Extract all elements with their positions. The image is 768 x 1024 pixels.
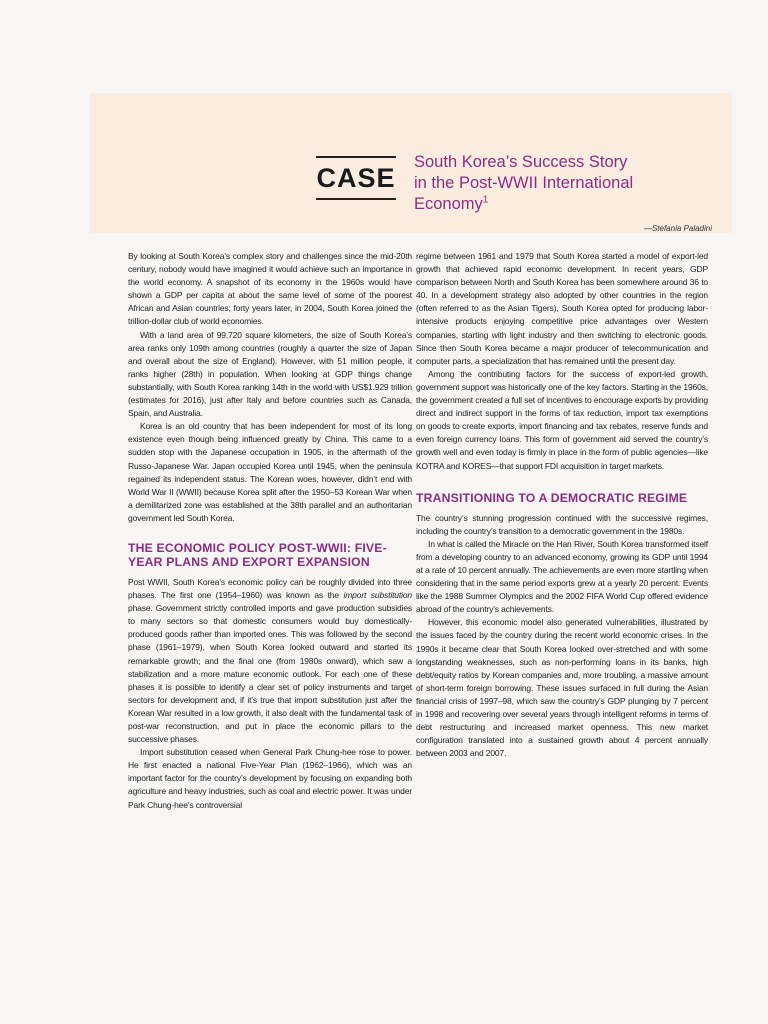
- case-title-line3: Economy: [414, 195, 483, 213]
- section-heading: TRANSITIONING TO A DEMOCRATIC REGIME: [416, 490, 688, 505]
- paragraph: [128, 576, 412, 746]
- paragraph: By looking at South Korea’s complex story and challenges since the mid-20th century, nobody would have imagined it would achieve such an importance in the world economy. A snapshot of its economy in the 1960s would have shown a GDP per capita at about the same level of some of the poorest African and Asian countries; forty years later, in 2004, South Korea joined the trillion-dollar club of world economies.: [128, 251, 412, 327]
- paragraph: Korea is an old country that has been independent for most of its long existence even though being influenced greatly by China. This came to a sudden stop with the Japanese occupation in 1905, in the aftermath of the Russo-Japanese War. Japan occupied Korea until 1945, when the peninsula regained its independent status. The Korean woes, however, didn’t end with World War II (WWII) because Korea split after the 1950–53 Korean War when a demilitarized zone was established at the 38th parallel and an authoritarian government led South Korea.: [128, 421, 412, 523]
- footnote-marker: 1: [482, 194, 489, 206]
- left-column: [128, 250, 412, 812]
- case-label: [316, 156, 396, 200]
- paragraph: Among the contributing factors for the success of export-led growth, government support was historically one of the key factors. Starting in the 1960s, the government created a full set of incentives to encourage exports by providing direct and indirect support in the forms of tax reduction, import tax exemptions on goods to create exports, import financing and tax rebates, reserve funds and even foreign currency loans. This form of government aid served the country’s growth well and even today is firmly in place in the form of public agencies—like KOTRA and KORES—that support FDI acquisition in target markets.: [416, 368, 708, 471]
- paragraph: However, this economic model also generated vulnerabilities, illustrated by the issues faced by the country during the recent world economic crises. In the 1990s it became clear that South Korea looked over-stretched and with some longstanding weaknesses, such as non-performing loans in its banks, high debt/equity ratios by Korean companies and, more troubling, a massive amount of short-term foreign borrowing. These issues surfaced in full during the Asian financial crisis of 1997–98, which saw the country’s GDP plunging by 7 percent in 1998 and recovering over several years through intelligent reforms in terms of debt restructuring and increased market openness. This new market configuration translated into a sustained growth about 4 percent annually between 2003 and 2007.: [416, 617, 708, 759]
- paragraph: The country’s stunning progression continued with the successive regimes, including the country’s transition to a democratic government in the 1980s.: [416, 512, 708, 536]
- case-title: [414, 152, 714, 215]
- right-column: [416, 250, 708, 760]
- paragraph: regime between 1961 and 1979 that South Korea started a model of export-led growth that achieved rapid economic development. In recent years, GDP comparison between North and South Korea has been somewhere around 36 to 40. In a development strategy also adopted by other countries in the region (often referred to as the Asian Tigers), South Korea opted for producing labor-intensive products enjoying competitive price advantages over Western companies, starting with light industry and then switching to electronic goods. Since then South Korea became a major producer of telecommunication and computer parts, a specialization that has remained until the present day.: [416, 251, 708, 366]
- paragraph-text: phase. Government strictly controlled imports and gave production subsidies to many sectors so that domestic consumers would buy domestically-produced goods rather than imported ones. This was followed by the second phase (1961–1979), when South Korea looked outward and started its remarkable growth; and the final one (from 1980s onward), which saw a stabilization and a more mature economic outlook. For each one of these phases it is possible to identify a clear set of policy instruments and target sectors for development and, if it’s true that import substitution just after the Korean War resulted in a low growth, it also dealt with the fundamental task of post-war reconstruction, and put in place the economic pillars to the successive phases.: [128, 603, 412, 745]
- author-byline: —Stefania Paladini: [643, 224, 712, 233]
- section-heading: THE ECONOMIC POLICY POST-WWII: FIVE-YEAR PLANS AND EXPORT EXPANSION: [128, 540, 387, 569]
- paragraph: In what is called the Miracle on the Han River, South Korea transformed itself from a developing country to an advanced economy, growing its GDP until 1994 at a rate of 10 percent annually. The achievements are even more startling when considering that in the same period exports grew at a yearly 20 percent. Events like the 1988 Summer Olympics and the 2002 FIFA World Cup offered evidence abroad of the country’s achievements.: [416, 538, 708, 615]
- case-title-line2: in the Post-WWII International: [414, 174, 634, 192]
- case-title-line1: South Korea’s Success Story: [414, 153, 628, 171]
- paragraph-text: Post WWII, South Korea’s economic policy can be roughly divided into three phases. The first one (1954–1960) was known as the: [128, 576, 412, 601]
- emphasis-text: import substitution: [343, 590, 412, 601]
- paragraph: Import substitution ceased when General Park Chung-hee rose to power. He first enacted a national Five-Year Plan (1962–1966), which was an important factor for the country’s development by focusing on expanding both agriculture and heavy industries, such as coal and electric power. It was under Park Chung-hee’s controversial: [128, 747, 412, 810]
- case-label-text: CASE: [316, 162, 396, 193]
- paragraph: With a land area of 99,720 square kilometers, the size of South Korea’s area ranks only 109th among countries (roughly a quarter the size of Japan and overall about the size of England). However, with 51 million people, it ranks higher (28th) in population. When looking at GDP things change substantially, with South Korea ranking 14th in the world with US$1.929 trillion (estimates for 2016), just after Italy and before countries such as Canada, Spain, and Australia.: [128, 329, 412, 419]
